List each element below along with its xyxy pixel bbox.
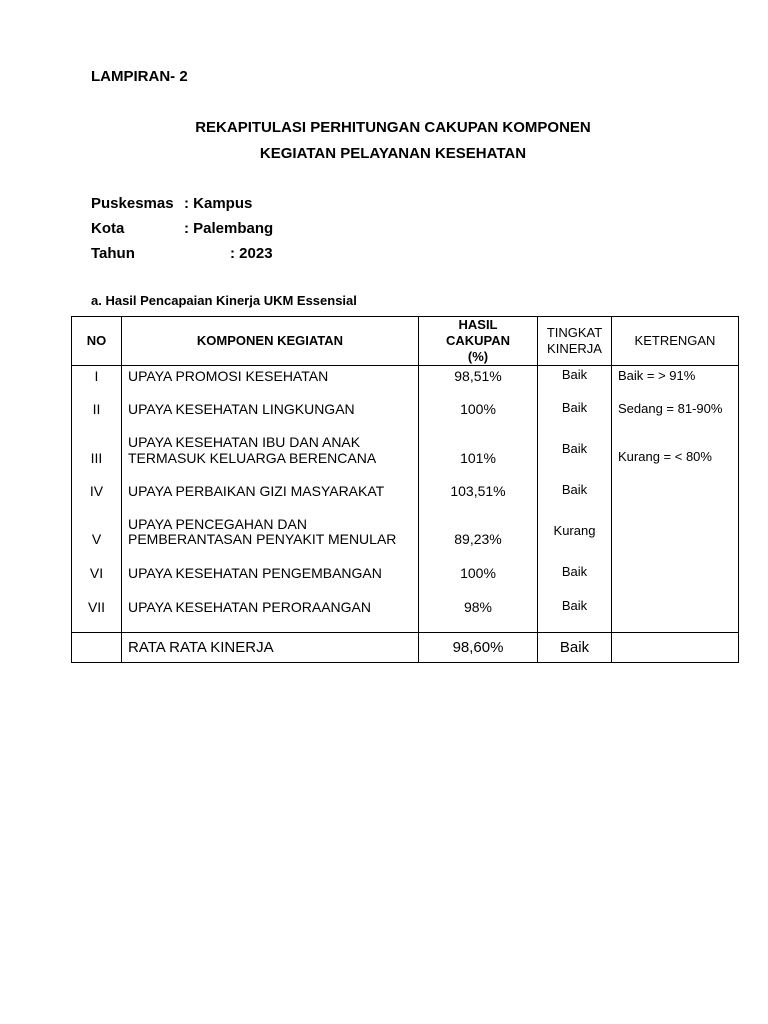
row-no: VII bbox=[87, 599, 106, 615]
komponen-column bbox=[122, 366, 419, 633]
keterangan-kurang: Kurang = < 80% bbox=[618, 449, 712, 464]
performance-table bbox=[71, 316, 739, 663]
row-hasil: 98,51% bbox=[454, 368, 502, 384]
header-hasil-line-3: (%) bbox=[467, 349, 489, 364]
row-komponen: UPAYA PENCEGAHAN DAN bbox=[128, 516, 307, 532]
footer-hasil: 98,60% bbox=[419, 633, 538, 663]
header-komponen: KOMPONEN KEGIATAN bbox=[122, 317, 419, 366]
row-tingkat: Baik bbox=[561, 367, 588, 382]
header-hasil-cakupan bbox=[419, 317, 538, 366]
row-komponen: UPAYA KESEHATAN LINGKUNGAN bbox=[128, 401, 355, 417]
row-komponen: UPAYA KESEHATAN PENGEMBANGAN bbox=[128, 565, 382, 581]
kota-label: Kota bbox=[91, 220, 125, 237]
row-tingkat: Kurang bbox=[553, 523, 596, 538]
puskesmas-label: Puskesmas bbox=[91, 195, 174, 212]
hasil-column bbox=[419, 366, 538, 633]
row-tingkat: Baik bbox=[561, 400, 588, 415]
header-hasil-line-2: CAKUPAN bbox=[445, 333, 511, 348]
row-no: I bbox=[94, 368, 99, 384]
row-komponen: UPAYA PROMOSI KESEHATAN bbox=[128, 368, 329, 384]
tingkat-column bbox=[538, 366, 612, 633]
header-no: NO bbox=[72, 317, 122, 366]
row-tingkat: Baik bbox=[561, 564, 588, 579]
row-hasil: 98% bbox=[463, 599, 493, 615]
row-hasil: 89,23% bbox=[454, 531, 502, 547]
table-header-row bbox=[72, 317, 739, 366]
footer-no-cell bbox=[72, 633, 122, 663]
row-hasil: 101% bbox=[460, 450, 496, 466]
row-komponen-line-2: TERMASUK KELUARGA BERENCANA bbox=[128, 450, 377, 466]
kota-value: : Palembang bbox=[184, 220, 274, 237]
row-no: III bbox=[90, 450, 103, 466]
row-tingkat: Baik bbox=[561, 598, 588, 613]
row-hasil: 100% bbox=[460, 401, 496, 417]
row-no: IV bbox=[89, 483, 104, 499]
footer-label: RATA RATA KINERJA bbox=[122, 633, 419, 663]
row-tingkat: Baik bbox=[561, 482, 588, 497]
header-tingkat-kinerja bbox=[538, 317, 612, 366]
footer-tingkat: Baik bbox=[538, 633, 612, 663]
row-komponen: UPAYA KESEHATAN IBU DAN ANAK bbox=[128, 434, 361, 450]
row-komponen-line-2: PEMBERANTASAN PENYAKIT MENULAR bbox=[128, 531, 397, 547]
row-tingkat: Baik bbox=[561, 441, 588, 456]
row-komponen: UPAYA KESEHATAN PERORAANGAN bbox=[128, 599, 371, 615]
header-hasil-line-1: HASIL bbox=[458, 317, 498, 332]
row-no: V bbox=[91, 531, 102, 547]
row-hasil: 103,51% bbox=[450, 483, 506, 499]
row-no: II bbox=[92, 401, 101, 417]
table-body-row bbox=[72, 366, 739, 633]
row-hasil: 100% bbox=[460, 565, 496, 581]
header-tingkat-line-1: TINGKAT bbox=[546, 325, 603, 340]
no-column bbox=[72, 366, 122, 633]
keterangan-column bbox=[612, 366, 739, 633]
header-keterangan: KETRENGAN bbox=[612, 317, 739, 366]
document-title-line-2: KEGIATAN PELAYANAN KESEHATAN bbox=[259, 145, 527, 162]
table-footer-row bbox=[72, 633, 739, 663]
section-title: a. Hasil Pencapaian Kinerja UKM Essensial bbox=[91, 293, 357, 308]
keterangan-baik: Baik = > 91% bbox=[618, 368, 696, 383]
tahun-value: : 2023 bbox=[230, 245, 273, 262]
row-komponen: UPAYA PERBAIKAN GIZI MASYARAKAT bbox=[128, 483, 385, 499]
tahun-label: Tahun bbox=[91, 245, 135, 262]
keterangan-sedang: Sedang = 81-90% bbox=[618, 401, 723, 416]
appendix-heading: LAMPIRAN- 2 bbox=[91, 68, 188, 85]
footer-keterangan-cell bbox=[612, 633, 739, 663]
puskesmas-value: : Kampus bbox=[184, 195, 253, 212]
row-no: VI bbox=[89, 565, 104, 581]
document-title-line-1: REKAPITULASI PERHITUNGAN CAKUPAN KOMPONEN bbox=[195, 119, 591, 136]
header-tingkat-line-2: KINERJA bbox=[547, 341, 602, 356]
